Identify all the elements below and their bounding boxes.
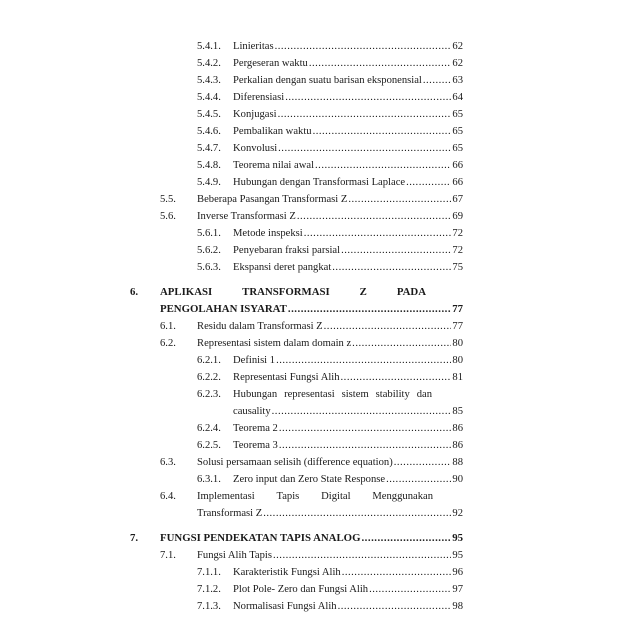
toc-entry-5-4-5 (197, 107, 463, 122)
entry-number: 7.1.2. (197, 584, 221, 595)
entry-page: 62 (452, 58, 463, 69)
dot-leader (386, 472, 451, 487)
entry-title: Diferensiasi (233, 92, 285, 103)
entry-page: 97 (452, 584, 463, 595)
toc-entry-6-2-3 (197, 387, 463, 402)
chapter-title-line1 (160, 285, 426, 300)
entry-page: 77 (452, 303, 463, 315)
entry-title: Normalisasi Fungsi Alih (233, 601, 337, 612)
toc-entry-5-5 (160, 192, 463, 207)
dot-leader (361, 531, 451, 546)
entry-page: 65 (452, 126, 463, 137)
dot-leader (348, 192, 451, 207)
toc-entry-5-4-3 (197, 73, 463, 88)
dot-leader (288, 302, 451, 317)
entry-title: Transformasi Z (197, 508, 263, 519)
entry-title: Pergeseran waktu (233, 58, 308, 69)
entry-number: 6.3.1. (197, 474, 221, 485)
entry-page: 62 (452, 41, 463, 52)
entry-number: 5.4.8. (197, 160, 221, 171)
toc-entry-6-2-1 (197, 353, 463, 368)
toc-entry-6-4 (160, 489, 463, 504)
entry-title: Ekspansi deret pangkat (233, 262, 332, 273)
entry-page: 92 (452, 508, 463, 519)
toc-entry-6-4-line2 (197, 506, 463, 521)
entry-page: 72 (452, 228, 463, 239)
entry-number: 7.1.3. (197, 601, 221, 612)
dot-leader (315, 158, 451, 173)
dot-leader (338, 599, 452, 614)
entry-number: 5.4.9. (197, 177, 221, 188)
title-word: Tapis (276, 491, 300, 502)
entry-number: 5.4.7. (197, 143, 221, 154)
dot-leader (276, 353, 451, 368)
toc-entry-5-4-7 (197, 141, 463, 156)
toc-entry-6-3 (160, 455, 463, 470)
title-word: Digital (321, 491, 351, 502)
dot-leader (304, 226, 452, 241)
dot-leader (273, 548, 451, 563)
entry-number: 7.1.1. (197, 567, 221, 578)
toc-chapter-6-line2 (160, 302, 463, 317)
entry-page: 66 (452, 177, 463, 188)
title-word: representasi (284, 389, 335, 400)
entry-page: 65 (452, 143, 463, 154)
entry-title: Fungsi Alih Tapis (197, 550, 272, 561)
dot-leader (279, 421, 452, 436)
entry-page: 75 (452, 262, 463, 273)
entry-page: 95 (452, 532, 463, 544)
toc-entry-5-6-3 (197, 260, 463, 275)
dot-leader (394, 455, 452, 470)
entry-number: 5.4.5. (197, 109, 221, 120)
entry-title: Inverse Transformasi Z (197, 211, 296, 222)
entry-title: Teorema 2 (233, 423, 278, 434)
entry-page: 86 (452, 440, 463, 451)
entry-title: Representasi sistem dalam domain z (197, 338, 352, 349)
toc-entry-7-1-1 (197, 565, 463, 580)
title-word: Z (359, 286, 367, 298)
dot-leader (341, 370, 452, 385)
toc-entry-7-1 (160, 548, 463, 563)
toc-entry-5-4-8 (197, 158, 463, 173)
dot-leader (341, 243, 451, 258)
entry-page: 81 (452, 372, 463, 383)
entry-number: 5.4.2. (197, 58, 221, 69)
dot-leader (275, 39, 452, 54)
dot-leader (342, 565, 452, 580)
entry-page: 63 (452, 75, 463, 86)
toc-entry-7-1-3 (197, 599, 463, 614)
entry-number: 6.2.3. (197, 389, 221, 400)
toc-entry-6-2-4 (197, 421, 463, 436)
dot-leader (285, 90, 451, 105)
entry-title: Konvolusi (233, 143, 278, 154)
entry-title: Hubungan dengan Transformasi Laplace (233, 177, 406, 188)
entry-page: 66 (452, 160, 463, 171)
entry-page: 86 (452, 423, 463, 434)
entry-title: Beberapa Pasangan Transformasi Z (197, 194, 348, 205)
entry-page: 80 (452, 338, 463, 349)
dot-leader (332, 260, 451, 275)
entry-title: PENGOLAHAN ISYARAT (160, 303, 287, 315)
dot-leader (309, 56, 452, 71)
entry-title: Representasi Fungsi Alih (233, 372, 340, 383)
entry-page: 77 (452, 321, 463, 332)
entry-number: 5.4.6. (197, 126, 221, 137)
entry-title: Zero input dan Zero State Response (233, 474, 386, 485)
entry-number: 5.6.2. (197, 245, 221, 256)
entry-title: Definisi 1 (233, 355, 276, 366)
entry-number: 6. (130, 286, 139, 298)
dot-leader (313, 124, 452, 139)
dot-leader (272, 404, 452, 419)
entry-page: 64 (452, 92, 463, 103)
entry-title: Solusi persamaan selisih (difference equation) (197, 457, 393, 468)
dot-leader (369, 582, 451, 597)
entry-number: 6.4. (160, 491, 176, 502)
toc-entry-7-1-2 (197, 582, 463, 597)
toc-entry-5-6-1 (197, 226, 463, 241)
toc-entry-5-4-9 (197, 175, 463, 190)
entry-number: 7. (130, 532, 139, 544)
entry-number: 5.4.4. (197, 92, 221, 103)
dot-leader (352, 336, 451, 351)
entry-title: Perkalian dengan suatu barisan eksponensial (233, 75, 422, 86)
title-word: sistem (341, 389, 369, 400)
toc-entry-6-2-2 (197, 370, 463, 385)
entry-page: 90 (452, 474, 463, 485)
entry-page: 95 (452, 550, 463, 561)
entry-title: Teorema nilai awal (233, 160, 315, 171)
entry-number: 5.4.3. (197, 75, 221, 86)
dot-leader (278, 107, 452, 122)
entry-number: 6.2.5. (197, 440, 221, 451)
entry-number: 6.3. (160, 457, 176, 468)
entry-page: 67 (452, 194, 463, 205)
dot-leader (279, 438, 452, 453)
title-word: stability (375, 389, 410, 400)
toc-entry-6-2 (160, 336, 463, 351)
toc-entry-5-6-2 (197, 243, 463, 258)
entry-page: 72 (452, 245, 463, 256)
toc-entry-5-6 (160, 209, 463, 224)
entry-page: 98 (452, 601, 463, 612)
toc-entry-5-4-4 (197, 90, 463, 105)
title-word: APLIKASI (160, 286, 213, 298)
toc-entry-6-1 (160, 319, 463, 334)
entry-title: Residu dalam Transformasi Z (197, 321, 323, 332)
entry-title: Konjugasi (233, 109, 277, 120)
entry-number: 5.6. (160, 211, 176, 222)
toc-chapter-7 (130, 531, 463, 546)
toc-chapter-6 (130, 285, 463, 300)
entry-number: 7.1. (160, 550, 176, 561)
entry-page: 80 (452, 355, 463, 366)
entry-title: FUNGSI PENDEKATAN TAPIS ANALOG (160, 532, 361, 544)
dot-leader (263, 506, 451, 521)
entry-title: Penyebaran fraksi parsial (233, 245, 341, 256)
entry-title-line1 (233, 387, 432, 402)
entry-page: 85 (452, 406, 463, 417)
title-word: PADA (396, 286, 426, 298)
title-word: TRANSFORMASI (242, 286, 330, 298)
dot-leader (423, 73, 452, 88)
entry-title-line1 (197, 489, 433, 504)
dot-leader (297, 209, 452, 224)
entry-page: 88 (452, 457, 463, 468)
entry-title: Plot Pole- Zero dan Fungsi Alih (233, 584, 369, 595)
title-word: Hubungan (233, 389, 278, 400)
entry-number: 5.6.1. (197, 228, 221, 239)
entry-number: 6.2. (160, 338, 176, 349)
entry-page: 96 (452, 567, 463, 578)
toc-entry-6-2-5 (197, 438, 463, 453)
toc-entry-5-4-1 (197, 39, 463, 54)
entry-page: 69 (452, 211, 463, 222)
entry-title: Karakteristik Fungsi Alih (233, 567, 341, 578)
entry-title: Teorema 3 (233, 440, 278, 451)
entry-number: 6.2.1. (197, 355, 221, 366)
entry-number: 6.1. (160, 321, 176, 332)
entry-title: causality (233, 406, 271, 417)
toc-entry-5-4-6 (197, 124, 463, 139)
entry-number: 6.2.2. (197, 372, 221, 383)
entry-number: 5.5. (160, 194, 176, 205)
toc-entry-5-4-2 (197, 56, 463, 71)
dot-leader (324, 319, 452, 334)
entry-number: 5.4.1. (197, 41, 221, 52)
entry-title: Linieritas (233, 41, 274, 52)
title-word: Implementasi (197, 491, 255, 502)
dot-leader (278, 141, 451, 156)
title-word: dan (416, 389, 432, 400)
toc-entry-6-3-1 (197, 472, 463, 487)
entry-title: Pembalikan waktu (233, 126, 312, 137)
dot-leader (406, 175, 451, 190)
entry-page: 65 (452, 109, 463, 120)
entry-number: 6.2.4. (197, 423, 221, 434)
title-word: Menggunakan (372, 491, 433, 502)
entry-number: 5.6.3. (197, 262, 221, 273)
entry-title: Metode inspeksi (233, 228, 303, 239)
toc-entry-6-2-3-line2 (233, 404, 463, 419)
